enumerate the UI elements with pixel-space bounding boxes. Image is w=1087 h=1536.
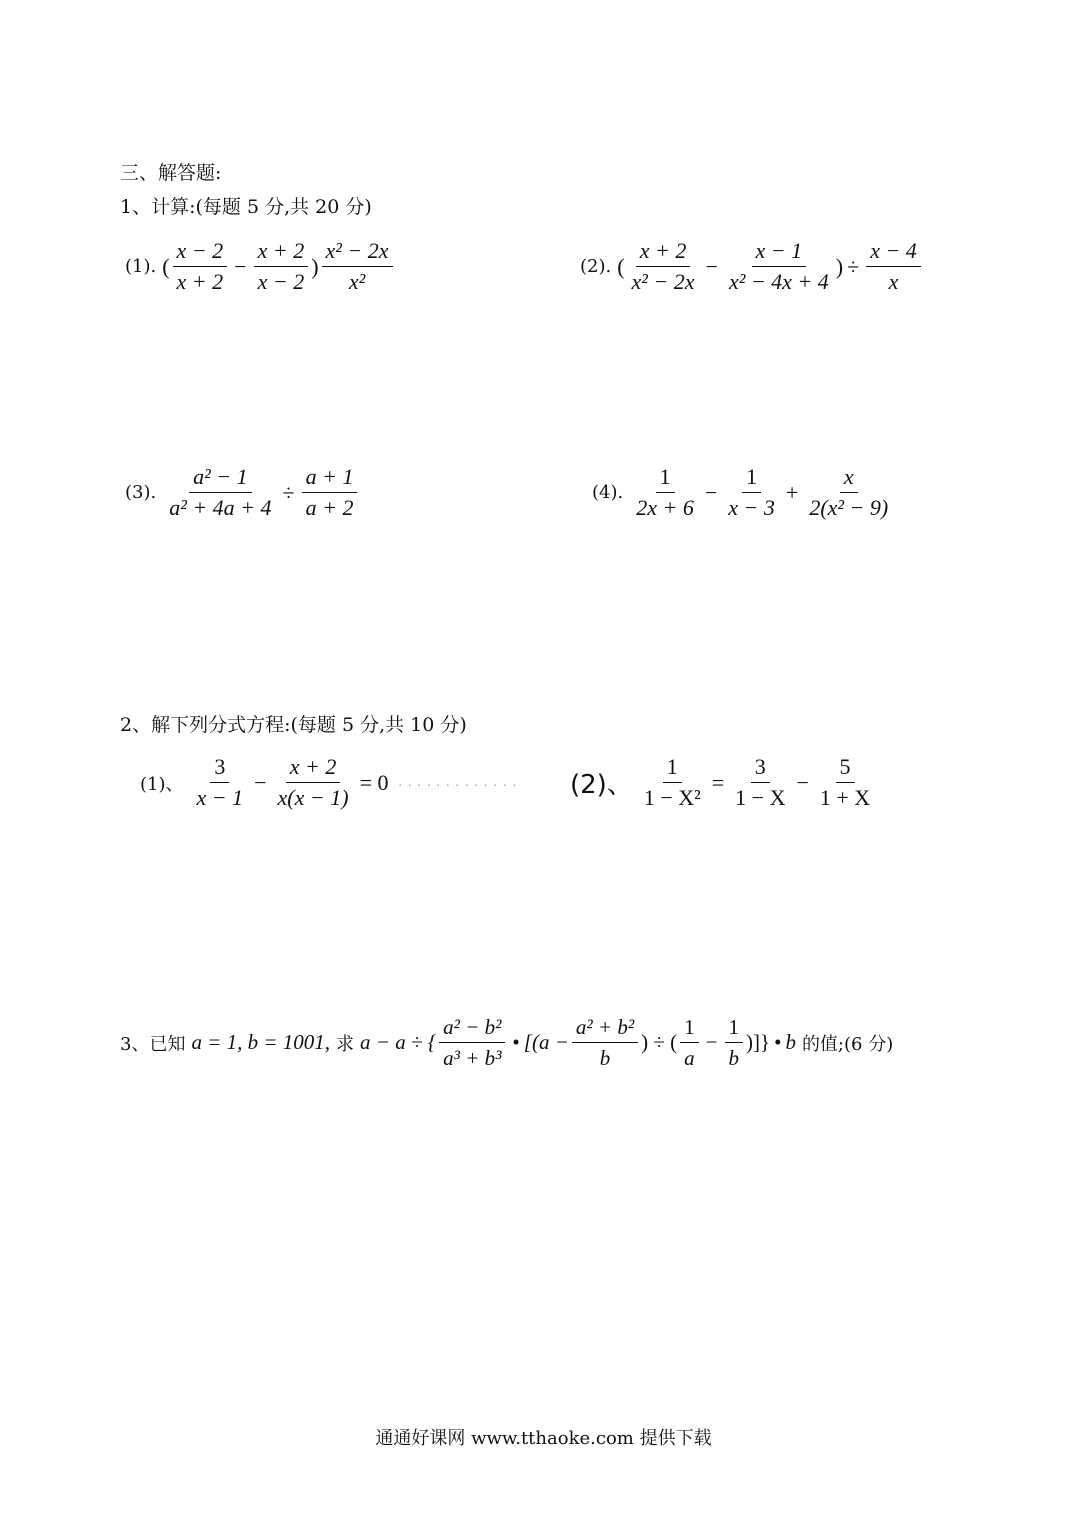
fraction: $\frac{\text{x² − 2x}}{\text{x²}}$ [322, 236, 393, 297]
fraction: $\frac{3}{1 - X}$ [735, 754, 786, 810]
problem-label: (2). [580, 256, 612, 277]
problem-label: (3). [125, 482, 157, 503]
fraction: $\frac{x - 2}{x + 2}$ [173, 236, 228, 297]
fraction: $\frac{x + 2}{\text{x² − 2x}}$ [631, 238, 695, 294]
fraction: $\frac{x - 4}{x}$ [866, 236, 921, 297]
fraction: $\frac{1}{a}$ [680, 1012, 699, 1073]
fraction: $\frac{1}{b}$ [725, 1012, 744, 1073]
fraction: $\frac{1}{\text{1 − X²}}$ [643, 754, 701, 810]
problem-label: (1)、 [140, 773, 184, 795]
fraction: $\frac{x + 2}{x - 2}$ [254, 236, 309, 297]
fraction: $\frac{\text{a² − b²}}{\text{a³ + b³}}$ [439, 1012, 505, 1073]
q3-problem: 3、已知 a = 1, b = 1001, 求 a − a ÷ { $\frac{\text{a² − b²}}{\text{a³ + b³}}$ • [(a − $\frac{\text{a² + b²}}{b}$ ) ÷ ( $\frac{1}{a}$ − $\frac{1}{b}$ )]} • b 的值;(6 分) [120, 1012, 899, 1073]
q2-problem-2: (2)、 $\frac{1}{\text{1 − X²}}$ = $\frac{3}{1 - X}$ − $\frac{5}{1 + X}$ [570, 752, 877, 813]
fraction: $\frac{x - 1}{\text{x² − 4x + 4}}$ [728, 238, 829, 294]
fraction: $\frac{1}{x - 3}$ [728, 464, 775, 520]
q1-problem-3: (3). $\frac{\text{a² − 1}}{\text{a² + 4a + 4}}$ ÷ $\frac{a + 1}{a + 2}$ [125, 462, 360, 523]
q2-problem-1: (1)、 $\frac{3}{x - 1}$ − $\frac{x + 2}{x(x - 1)}$ = 0 ............. [140, 752, 532, 813]
problem-label: (1). [125, 256, 157, 277]
q1-heading: 1、计算:(每题 5 分,共 20 分) [120, 196, 372, 218]
q1-problem-4: (4). $\frac{1}{2x + 6}$ − $\frac{1}{x - 3}$ + $\frac{x}{\text{2(x² − 9)}}$ [592, 462, 895, 523]
fraction: $\frac{3}{x - 1}$ [196, 754, 244, 810]
q1-problem-2: (2). ( $\frac{x + 2}{\text{x² − 2x}}$ − $\frac{x - 1}{\text{x² − 4x + 4}}$ ) ÷ $\frac{x - 4}{x}$ [580, 236, 924, 297]
section-title: 三、解答题: [120, 162, 222, 184]
fraction: $\frac{x + 2}{x(x - 1)}$ [277, 754, 349, 810]
fraction: $\frac{5}{1 + X}$ [819, 754, 871, 810]
fraction: $\frac{\text{a² + b²}}{b}$ [572, 1012, 638, 1073]
fraction: $\frac{a + 1}{a + 2}$ [302, 462, 358, 523]
problem-label: (2)、 [570, 770, 633, 800]
problem-label: (4). [592, 482, 624, 503]
fraction: $\frac{\text{a² − 1}}{\text{a² + 4a + 4}}$ [169, 464, 272, 520]
dotted-leader: ............. [398, 774, 522, 790]
q1-problem-1: (1). ( $\frac{x - 2}{x + 2}$ − $\frac{x + 2}{x - 2}$ ) $\frac{\text{x² − 2x}}{\text{x²}}$ [125, 236, 396, 297]
q2-heading: 2、解下列分式方程:(每题 5 分,共 10 分) [120, 714, 467, 736]
page-footer: 通通好课网 www.tthaoke.com 提供下载 [375, 1428, 712, 1449]
fraction: $\frac{x}{\text{2(x² − 9)}}$ [809, 464, 889, 520]
fraction: $\frac{1}{2x + 6}$ [636, 464, 694, 520]
